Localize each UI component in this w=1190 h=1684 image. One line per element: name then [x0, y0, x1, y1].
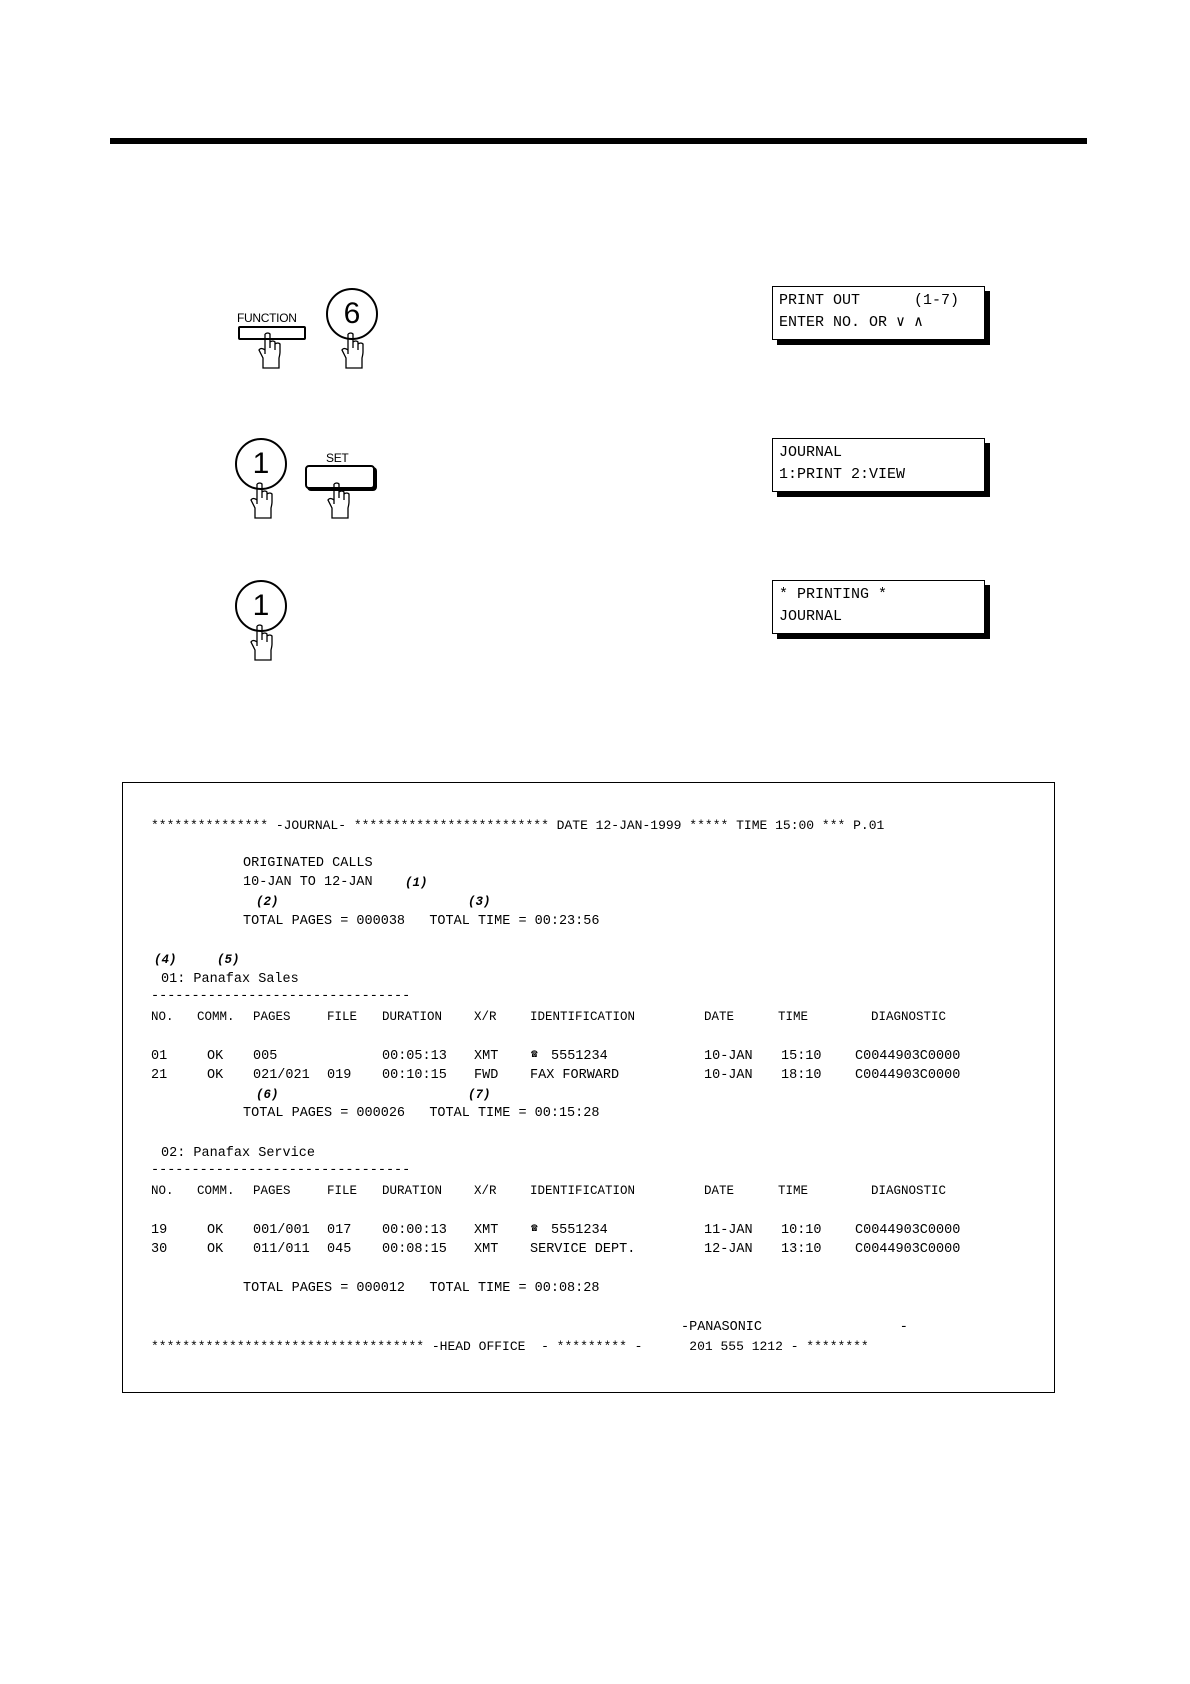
pointing-hand-icon	[253, 332, 287, 372]
cell-duration: 00:08:15	[382, 1242, 447, 1257]
col-comm: COMM.	[197, 1010, 235, 1024]
col-file: FILE	[327, 1184, 358, 1198]
group-title: 01: Panafax Sales	[161, 972, 299, 987]
total-line: TOTAL PAGES = 000026 TOTAL TIME = 00:15:28	[243, 1106, 600, 1121]
col-diagnostic: DIAGNOSTIC	[871, 1184, 947, 1198]
col-date: DATE	[704, 1184, 735, 1198]
lcd-display-step1	[772, 286, 985, 340]
cell-identification: 5551234	[551, 1223, 608, 1238]
journal-header: *************** -JOURNAL- ************************* DATE 12-JAN-1999 ***** TIME 15:00 *** P.01	[151, 818, 885, 833]
annotation: (4)	[154, 953, 177, 967]
annotation: (3)	[468, 895, 491, 909]
cell-file: 017	[327, 1223, 352, 1238]
date-range: 10-JAN TO 12-JAN	[243, 875, 373, 890]
col-time: TIME	[778, 1010, 809, 1024]
group-title: 02: Panafax Service	[161, 1146, 315, 1161]
col-time: TIME	[778, 1184, 809, 1198]
cell-no: 21	[151, 1068, 168, 1083]
cell-comm: OK	[207, 1242, 224, 1257]
pointing-hand-icon	[336, 332, 370, 372]
cell-xr: XMT	[474, 1049, 499, 1064]
cell-duration: 00:10:15	[382, 1068, 447, 1083]
total-line: TOTAL PAGES = 000038 TOTAL TIME = 00:23:56	[243, 914, 600, 929]
annotation: (6)	[256, 1088, 279, 1102]
lcd-line: JOURNAL	[779, 444, 843, 461]
cell-xr: XMT	[474, 1223, 499, 1238]
footer-line: -PANASONIC -	[681, 1320, 908, 1335]
key-6[interactable]: 6	[326, 288, 378, 340]
cell-identification: FAX FORWARD	[530, 1068, 620, 1083]
col-xr: X/R	[474, 1184, 497, 1198]
cell-comm: OK	[207, 1049, 224, 1064]
lcd-line: 1:PRINT 2:VIEW	[779, 466, 906, 483]
cell-date: 12-JAN	[704, 1242, 753, 1257]
cell-duration: 00:05:13	[382, 1049, 447, 1064]
cell-file: 045	[327, 1242, 352, 1257]
key-1[interactable]: 1	[235, 438, 287, 490]
cell-no: 01	[151, 1049, 168, 1064]
cell-xr: XMT	[474, 1242, 499, 1257]
cell-comm: OK	[207, 1068, 224, 1083]
cell-date: 11-JAN	[704, 1223, 753, 1238]
col-comm: COMM.	[197, 1184, 235, 1198]
footer-line: *********************************** -HEAD OFFICE - ********* - 201 555 1212 - ********	[151, 1339, 869, 1354]
key-1[interactable]: 1	[235, 580, 287, 632]
lcd-line: * PRINTING *	[779, 586, 888, 603]
pointing-hand-icon	[322, 482, 356, 522]
col-no: NO.	[151, 1010, 174, 1024]
cell-time: 15:10	[781, 1049, 822, 1064]
cell-pages: 005	[253, 1049, 278, 1064]
journal-printout	[122, 782, 1055, 1393]
pointing-hand-icon	[245, 482, 279, 522]
cell-date: 10-JAN	[704, 1049, 753, 1064]
set-key-label: SET	[326, 451, 349, 465]
cell-diagnostic: C0044903C0000	[855, 1049, 961, 1064]
lcd-line: PRINT OUT (1-7)	[779, 292, 960, 309]
col-xr: X/R	[474, 1010, 497, 1024]
top-rule	[110, 138, 1087, 144]
annotation: (7)	[468, 1088, 491, 1102]
col-no: NO.	[151, 1184, 174, 1198]
annotation: (5)	[217, 953, 240, 967]
cell-no: 19	[151, 1223, 168, 1238]
col-duration: DURATION	[382, 1010, 443, 1024]
cell-diagnostic: C0044903C0000	[855, 1242, 961, 1257]
cell-pages: 021/021	[253, 1068, 310, 1083]
cell-comm: OK	[207, 1223, 224, 1238]
originated-calls-label: ORIGINATED CALLS	[243, 856, 373, 871]
cell-file: 019	[327, 1068, 352, 1083]
col-duration: DURATION	[382, 1184, 443, 1198]
annotation: (1)	[405, 876, 428, 890]
lcd-display-step3	[772, 580, 985, 634]
phone-icon: ☎	[531, 1049, 538, 1061]
col-identification: IDENTIFICATION	[530, 1010, 636, 1024]
cell-xr: FWD	[474, 1068, 499, 1083]
dashed-separator: --------------------------------	[151, 989, 411, 1004]
col-date: DATE	[704, 1010, 735, 1024]
cell-identification: SERVICE DEPT.	[530, 1242, 636, 1257]
lcd-line: ENTER NO. OR ∨ ∧	[779, 314, 924, 331]
pointing-hand-icon	[245, 624, 279, 664]
lcd-display-step2	[772, 438, 985, 492]
annotation: (2)	[256, 895, 279, 909]
col-pages: PAGES	[253, 1010, 291, 1024]
col-identification: IDENTIFICATION	[530, 1184, 636, 1198]
dashed-separator: --------------------------------	[151, 1163, 411, 1178]
col-file: FILE	[327, 1010, 358, 1024]
cell-pages: 001/001	[253, 1223, 310, 1238]
col-diagnostic: DIAGNOSTIC	[871, 1010, 947, 1024]
cell-time: 10:10	[781, 1223, 822, 1238]
cell-date: 10-JAN	[704, 1068, 753, 1083]
cell-no: 30	[151, 1242, 168, 1257]
cell-diagnostic: C0044903C0000	[855, 1068, 961, 1083]
cell-time: 13:10	[781, 1242, 822, 1257]
total-line: TOTAL PAGES = 000012 TOTAL TIME = 00:08:28	[243, 1281, 600, 1296]
cell-duration: 00:00:13	[382, 1223, 447, 1238]
lcd-line: JOURNAL	[779, 608, 843, 625]
cell-pages: 011/011	[253, 1242, 310, 1257]
function-key-label: FUNCTION	[237, 311, 297, 325]
phone-icon: ☎	[531, 1223, 538, 1235]
cell-diagnostic: C0044903C0000	[855, 1223, 961, 1238]
cell-time: 18:10	[781, 1068, 822, 1083]
cell-identification: 5551234	[551, 1049, 608, 1064]
col-pages: PAGES	[253, 1184, 291, 1198]
